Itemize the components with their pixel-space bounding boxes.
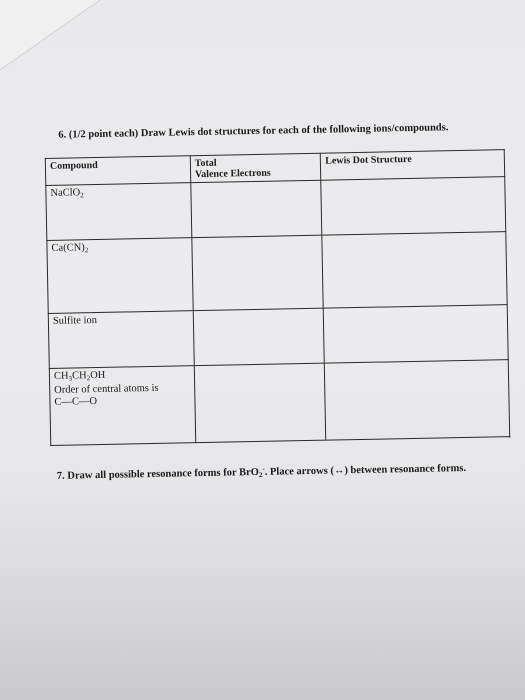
formula-subscript: 2	[80, 191, 84, 200]
formula-subscript: 3	[68, 374, 73, 383]
formula-subscript: 2	[84, 246, 89, 255]
compound-naclo2	[46, 183, 192, 241]
q7-text-mid: . Place arrows (	[264, 465, 334, 478]
question-6-prompt: 6. (1/2 point each) Draw Lewis dot structures for each of the following ions/compounds.	[58, 122, 449, 141]
compound-ethanol	[49, 366, 195, 446]
q7-superscript: -	[262, 464, 265, 473]
formula-text: Ca(CN)	[51, 242, 85, 254]
lewis-structure-table	[45, 149, 510, 446]
formula-text: NaClO	[50, 187, 81, 199]
table-row	[47, 232, 507, 314]
table-row	[46, 177, 506, 241]
valence-electrons-cell[interactable]	[192, 235, 324, 310]
table-row	[48, 305, 508, 369]
compound-sulfite-ion: Sulfite ion	[48, 311, 194, 369]
paper-fold-shadow	[0, 0, 525, 130]
header-lewis-dot-structure: Lewis Dot Structure	[321, 150, 505, 181]
central-atoms-note: Order of central atoms is	[54, 382, 159, 396]
header-total-valence-electrons	[190, 153, 321, 183]
q7-text-start: 7. Draw all possible resonance forms for BrO	[56, 466, 259, 482]
q7-subscript: 2	[258, 470, 263, 479]
q7-text-end: ) between resonance forms.	[344, 462, 467, 477]
header-compound: Compound	[45, 156, 190, 186]
question-7-prompt	[57, 457, 507, 487]
table-row	[49, 360, 509, 446]
compound-cacn2	[47, 238, 193, 314]
formula-text: CH	[53, 370, 69, 382]
lewis-structure-cell[interactable]	[324, 305, 509, 364]
valence-electrons-cell[interactable]	[194, 363, 326, 442]
valence-electrons-cell[interactable]	[191, 180, 323, 237]
header-total-line1: Total	[194, 157, 217, 170]
formula-text: CH	[71, 370, 87, 382]
central-atoms-order: C—C—O	[54, 396, 98, 408]
lewis-structure-cell[interactable]	[321, 177, 506, 236]
lewis-structure-cell[interactable]	[325, 360, 510, 441]
formula-subscript: 2	[86, 374, 91, 383]
resonance-arrow-icon: ↔	[333, 465, 345, 477]
valence-electrons-cell[interactable]	[193, 308, 325, 365]
lewis-structure-cell[interactable]	[322, 232, 507, 309]
worksheet	[44, 109, 504, 482]
formula-text: OH	[90, 369, 106, 382]
header-total-line2: Valence Electrons	[194, 167, 271, 181]
